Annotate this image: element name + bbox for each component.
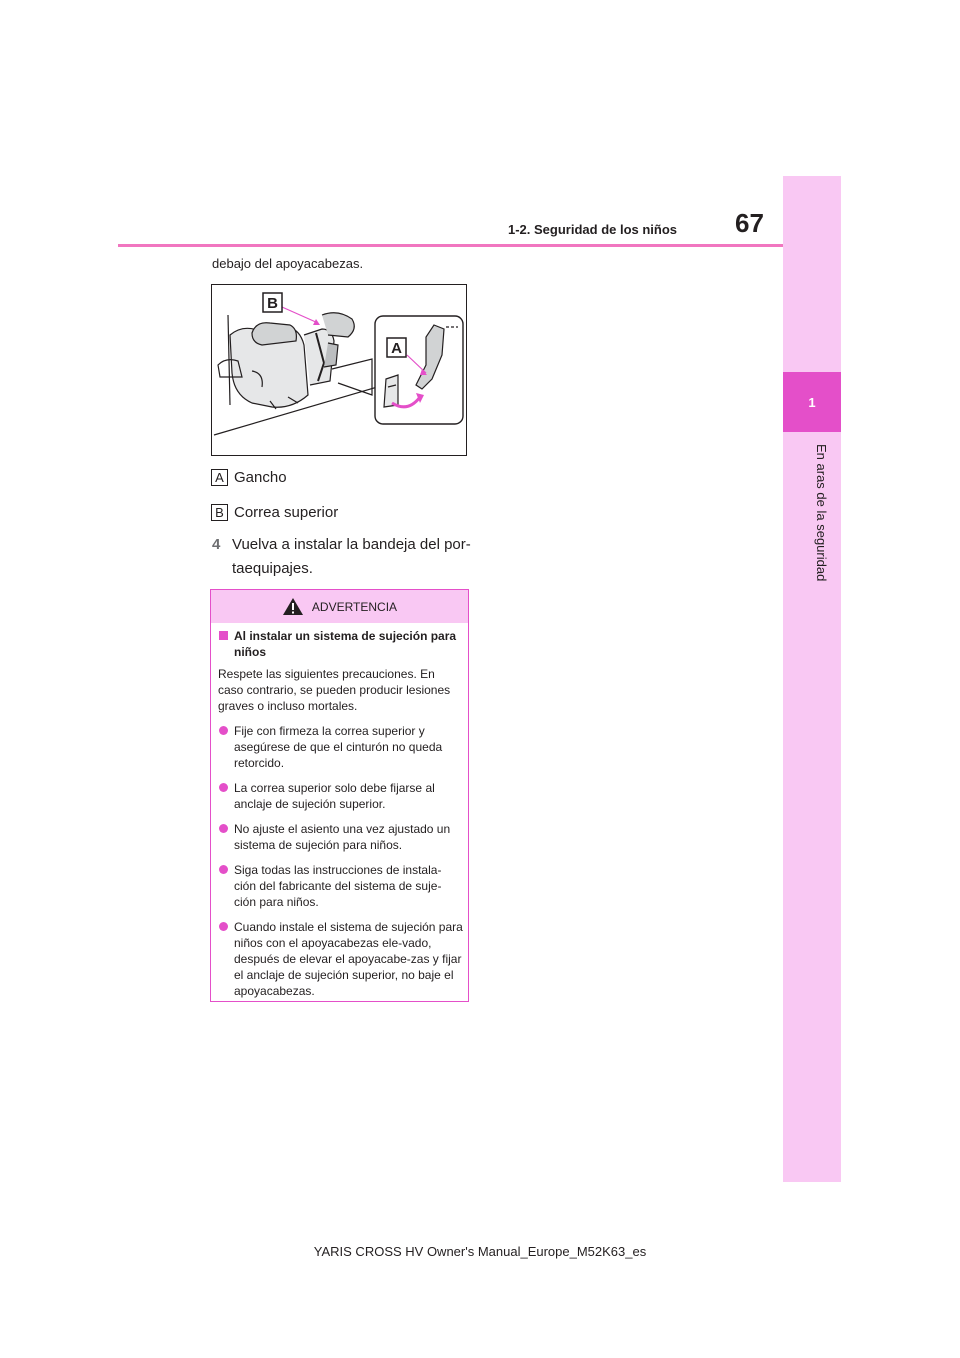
warning-triangle-icon — [282, 597, 304, 616]
warning-header — [211, 590, 468, 623]
intro-text: debajo del apoyacabezas. — [212, 256, 364, 271]
warning-bullet — [218, 862, 463, 910]
square-bullet-icon — [219, 631, 228, 640]
warning-bullet-text: Cuando instale el sistema de sujeción para niños con el apoyacabezas ele-vado, después de elevar el apoyacabe-zas y fijar el anclaje de sujeción superior, no baje el apoyacabezas. — [234, 920, 463, 998]
legend-text-b: Correa superior — [234, 504, 339, 521]
bullet-dot-icon — [219, 922, 228, 931]
page-number: 67 — [735, 208, 764, 238]
step-text: Vuelva a instalar la bandeja del por-taequipajes. — [232, 536, 471, 577]
warning-bullet-text: La correa superior solo debe fijarse al anclaje de sujeción superior. — [234, 781, 435, 811]
section-title: 1-2. Seguridad de los niños — [508, 222, 678, 237]
legend-item-a — [211, 469, 287, 486]
warning-subtitle — [218, 628, 463, 660]
callout-a-label: A — [391, 340, 402, 357]
warning-bullet — [218, 780, 463, 812]
bullet-dot-icon — [219, 824, 228, 833]
callout-b-label: B — [267, 295, 278, 312]
legend-letter-a: A — [211, 469, 228, 486]
warning-bullet-text: No ajuste el asiento una vez ajustado un sistema de sujeción para niños. — [234, 822, 451, 852]
legend-letter-b: B — [211, 504, 228, 521]
bullet-dot-icon — [219, 783, 228, 792]
footer-manual-id: YARIS CROSS HV Owner's Manual_Europe_M52K63_es — [313, 1244, 647, 1259]
warning-subtitle-text: Al instalar un sistema de sujeción para niños — [234, 629, 457, 659]
chapter-number: 1 — [783, 372, 841, 432]
warning-bullet-text: Fije con firmeza la correa superior y asegúrese de que el cinturón no queda retorcido. — [234, 724, 443, 770]
warning-bullet — [218, 919, 463, 999]
warning-box — [210, 589, 469, 1002]
step-number: 4 — [212, 536, 221, 553]
illustration-svg — [212, 285, 466, 455]
legend-text-a: Gancho — [234, 469, 287, 486]
legend-item-b — [211, 504, 338, 521]
chapter-title: En aras de la seguridad — [814, 444, 829, 582]
bullet-dot-icon — [219, 726, 228, 735]
warning-bullet-text: Siga todas las instrucciones de instala-ción del fabricante del sistema de suje-ción para niños. — [234, 863, 442, 909]
warning-intro: Respete las siguientes precauciones. En caso contrario, se pueden producir lesiones graves o incluso mortales. — [218, 667, 451, 713]
warning-bullet — [218, 723, 463, 771]
header-rule — [118, 244, 783, 247]
warning-bullet — [218, 821, 463, 853]
bullet-dot-icon — [219, 865, 228, 874]
child-seat-tether-illustration — [211, 284, 467, 456]
chapter-side-tab — [783, 176, 841, 1182]
warning-title: ADVERTENCIA — [311, 599, 398, 614]
warning-body — [218, 628, 463, 999]
